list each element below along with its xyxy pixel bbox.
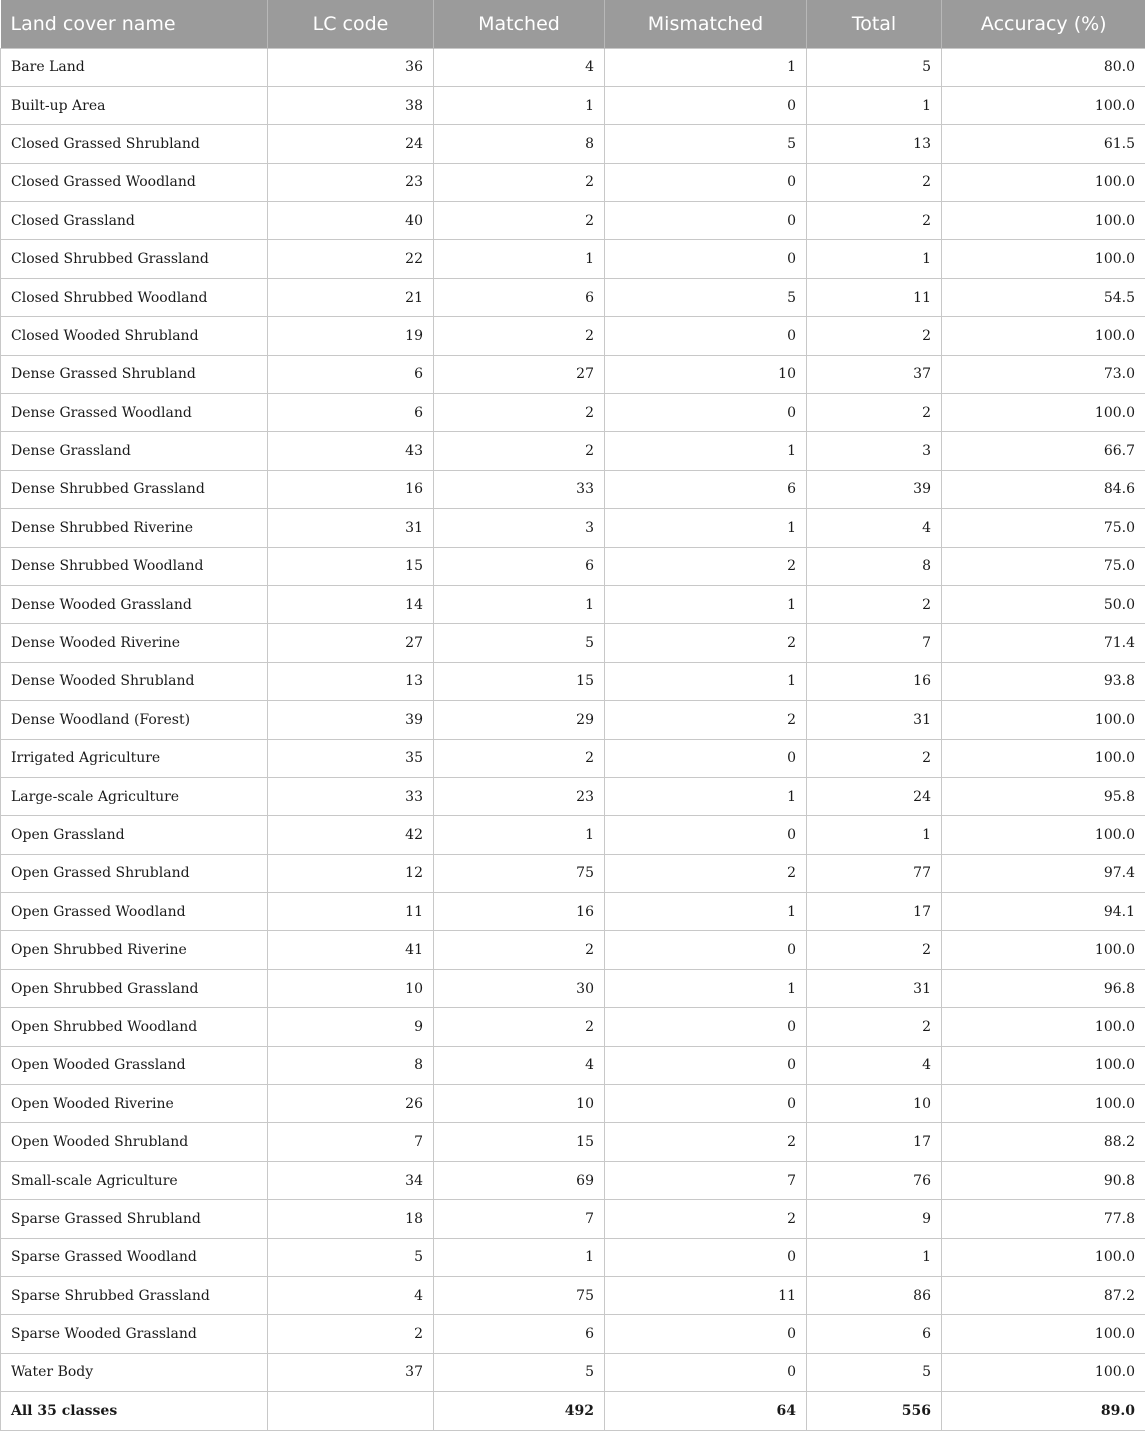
header-mismatched: Mismatched: [605, 0, 807, 48]
lc-code-cell: 27: [268, 624, 434, 662]
total-cell: 5: [807, 48, 942, 86]
land-cover-name-cell: Open Grassed Shrubland: [1, 854, 268, 892]
land-cover-name-cell: Open Wooded Grassland: [1, 1046, 268, 1084]
total-cell: 8: [807, 547, 942, 585]
lc-code-cell: 39: [268, 701, 434, 739]
accuracy-cell: 100.0: [942, 202, 1145, 240]
table-row: [1, 86, 1145, 124]
land-cover-name-cell: Sparse Grassed Woodland: [1, 1238, 268, 1276]
mismatched-cell: 0: [605, 931, 807, 969]
mismatched-cell: 2: [605, 1200, 807, 1238]
mismatched-cell: 5: [605, 278, 807, 316]
table-row: [1, 662, 1145, 700]
land-cover-name-cell: Sparse Grassed Shrubland: [1, 1200, 268, 1238]
matched-cell: 23: [434, 777, 605, 815]
matched-cell: 2: [434, 739, 605, 777]
land-cover-name-cell: Open Wooded Riverine: [1, 1085, 268, 1123]
accuracy-cell: 80.0: [942, 48, 1145, 86]
matched-cell: 7: [434, 1200, 605, 1238]
lc-code-cell: 21: [268, 278, 434, 316]
land-cover-name-cell: Dense Grassland: [1, 432, 268, 470]
matched-cell: 5: [434, 1353, 605, 1391]
table-row: [1, 547, 1145, 585]
land-cover-name-cell: Sparse Wooded Grassland: [1, 1315, 268, 1353]
total-cell: 5: [807, 1353, 942, 1391]
land-cover-name-cell: Dense Wooded Riverine: [1, 624, 268, 662]
lc-code-cell: 13: [268, 662, 434, 700]
lc-code-cell: 31: [268, 509, 434, 547]
lc-code-cell: 6: [268, 355, 434, 393]
total-cell: 2: [807, 317, 942, 355]
land-cover-name-cell: Open Wooded Shrubland: [1, 1123, 268, 1161]
accuracy-cell: 84.6: [942, 470, 1145, 508]
land-cover-name-cell: Dense Shrubbed Grassland: [1, 470, 268, 508]
mismatched-cell: 0: [605, 1315, 807, 1353]
matched-cell: 6: [434, 547, 605, 585]
table-row: [1, 1238, 1145, 1276]
mismatched-cell: 1: [605, 893, 807, 931]
mismatched-cell: 2: [605, 1123, 807, 1161]
lc-code-cell: 11: [268, 893, 434, 931]
accuracy-cell: 77.8: [942, 1200, 1145, 1238]
lc-code-cell: 18: [268, 1200, 434, 1238]
accuracy-cell: 75.0: [942, 547, 1145, 585]
total-cell: 2: [807, 739, 942, 777]
accuracy-cell: 94.1: [942, 893, 1145, 931]
total-cell: 1: [807, 816, 942, 854]
land-cover-name-cell: Bare Land: [1, 48, 268, 86]
accuracy-cell: 75.0: [942, 509, 1145, 547]
mismatched-cell: 6: [605, 470, 807, 508]
total-cell: 1: [807, 86, 942, 124]
total-cell: 17: [807, 893, 942, 931]
land-cover-name-cell: Closed Shrubbed Grassland: [1, 240, 268, 278]
table-row: [1, 48, 1145, 86]
table-row: [1, 1277, 1145, 1315]
mismatched-cell: 0: [605, 1046, 807, 1084]
table-row: [1, 470, 1145, 508]
matched-cell: 1: [434, 1238, 605, 1276]
total-cell: 24: [807, 777, 942, 815]
total-cell: 2: [807, 163, 942, 201]
lc-code-cell: 26: [268, 1085, 434, 1123]
mismatched-cell: 1: [605, 432, 807, 470]
table-row: [1, 1315, 1145, 1353]
accuracy-cell: 66.7: [942, 432, 1145, 470]
accuracy-cell: 90.8: [942, 1161, 1145, 1199]
land-cover-name-cell: Sparse Shrubbed Grassland: [1, 1277, 268, 1315]
matched-cell: 492: [434, 1392, 605, 1430]
total-cell: 4: [807, 1046, 942, 1084]
lc-code-cell: 38: [268, 86, 434, 124]
lc-code-cell: 12: [268, 854, 434, 892]
table-row: [1, 624, 1145, 662]
mismatched-cell: 7: [605, 1161, 807, 1199]
total-cell: 37: [807, 355, 942, 393]
matched-cell: 4: [434, 48, 605, 86]
land-cover-name-cell: Water Body: [1, 1353, 268, 1391]
table-row: [1, 1353, 1145, 1391]
accuracy-cell: 100.0: [942, 739, 1145, 777]
land-cover-name-cell: Dense Grassed Woodland: [1, 394, 268, 432]
table-header: [1, 0, 1145, 48]
lc-code-cell: 6: [268, 394, 434, 432]
total-cell: 2: [807, 931, 942, 969]
lc-code-cell: 19: [268, 317, 434, 355]
header-matched: Matched: [434, 0, 605, 48]
header-total: Total: [807, 0, 942, 48]
table-row: [1, 1200, 1145, 1238]
accuracy-cell: 61.5: [942, 125, 1145, 163]
land-cover-name-cell: Closed Grassed Woodland: [1, 163, 268, 201]
matched-cell: 4: [434, 1046, 605, 1084]
table-row: [1, 893, 1145, 931]
land-cover-name-cell: Dense Grassed Shrubland: [1, 355, 268, 393]
total-cell: 7: [807, 624, 942, 662]
accuracy-cell: 100.0: [942, 163, 1145, 201]
table-row: [1, 394, 1145, 432]
matched-cell: 6: [434, 1315, 605, 1353]
land-cover-name-cell: Dense Shrubbed Woodland: [1, 547, 268, 585]
matched-cell: 75: [434, 1277, 605, 1315]
matched-cell: 2: [434, 432, 605, 470]
table-row: [1, 1046, 1145, 1084]
matched-cell: 5: [434, 624, 605, 662]
mismatched-cell: 11: [605, 1277, 807, 1315]
accuracy-cell: 100.0: [942, 1046, 1145, 1084]
land-cover-name-cell: All 35 classes: [1, 1392, 268, 1430]
accuracy-cell: 96.8: [942, 969, 1145, 1007]
total-cell: 556: [807, 1392, 942, 1430]
mismatched-cell: 1: [605, 509, 807, 547]
matched-cell: 27: [434, 355, 605, 393]
matched-cell: 29: [434, 701, 605, 739]
accuracy-cell: 87.2: [942, 1277, 1145, 1315]
lc-code-cell: 10: [268, 969, 434, 1007]
accuracy-cell: 97.4: [942, 854, 1145, 892]
table-row: [1, 777, 1145, 815]
total-cell: 2: [807, 1008, 942, 1046]
lc-code-cell: 9: [268, 1008, 434, 1046]
total-cell: 2: [807, 202, 942, 240]
lc-code-cell: 15: [268, 547, 434, 585]
mismatched-cell: 0: [605, 240, 807, 278]
accuracy-cell: 50.0: [942, 585, 1145, 623]
land-cover-name-cell: Closed Wooded Shrubland: [1, 317, 268, 355]
total-cell: 13: [807, 125, 942, 163]
lc-code-cell: 16: [268, 470, 434, 508]
mismatched-cell: 0: [605, 202, 807, 240]
mismatched-cell: 1: [605, 48, 807, 86]
mismatched-cell: 1: [605, 969, 807, 1007]
total-cell: 9: [807, 1200, 942, 1238]
accuracy-cell: 100.0: [942, 1238, 1145, 1276]
lc-code-cell: 36: [268, 48, 434, 86]
matched-cell: 16: [434, 893, 605, 931]
matched-cell: 15: [434, 1123, 605, 1161]
mismatched-cell: 64: [605, 1392, 807, 1430]
total-cell: 1: [807, 1238, 942, 1276]
table-row: [1, 355, 1145, 393]
table-row: [1, 125, 1145, 163]
accuracy-cell: 95.8: [942, 777, 1145, 815]
lc-code-cell: 8: [268, 1046, 434, 1084]
total-cell: 31: [807, 701, 942, 739]
table-row: [1, 1085, 1145, 1123]
lc-code-cell: 33: [268, 777, 434, 815]
accuracy-cell: 100.0: [942, 816, 1145, 854]
accuracy-cell: 100.0: [942, 1315, 1145, 1353]
lc-code-cell: 2: [268, 1315, 434, 1353]
land-cover-name-cell: Small-scale Agriculture: [1, 1161, 268, 1199]
accuracy-cell: 100.0: [942, 86, 1145, 124]
lc-code-cell: [268, 1392, 434, 1430]
table-row: [1, 816, 1145, 854]
table-row: [1, 1123, 1145, 1161]
mismatched-cell: 0: [605, 1085, 807, 1123]
lc-code-cell: 43: [268, 432, 434, 470]
accuracy-cell: 100.0: [942, 317, 1145, 355]
lc-code-cell: 35: [268, 739, 434, 777]
land-cover-name-cell: Open Grassed Woodland: [1, 893, 268, 931]
accuracy-cell: 100.0: [942, 931, 1145, 969]
matched-cell: 3: [434, 509, 605, 547]
mismatched-cell: 0: [605, 394, 807, 432]
matched-cell: 2: [434, 1008, 605, 1046]
total-cell: 11: [807, 278, 942, 316]
table-row: [1, 240, 1145, 278]
table-total-row: [1, 1392, 1145, 1430]
matched-cell: 1: [434, 86, 605, 124]
total-cell: 2: [807, 585, 942, 623]
total-cell: 76: [807, 1161, 942, 1199]
mismatched-cell: 2: [605, 854, 807, 892]
table-body: [1, 48, 1145, 1430]
accuracy-cell: 93.8: [942, 662, 1145, 700]
table-row: [1, 1008, 1145, 1046]
matched-cell: 2: [434, 394, 605, 432]
accuracy-cell: 100.0: [942, 1085, 1145, 1123]
header-land-cover-name: Land cover name: [1, 0, 268, 48]
table-row: [1, 739, 1145, 777]
matched-cell: 2: [434, 202, 605, 240]
matched-cell: 10: [434, 1085, 605, 1123]
total-cell: 77: [807, 854, 942, 892]
land-cover-name-cell: Closed Shrubbed Woodland: [1, 278, 268, 316]
accuracy-cell: 100.0: [942, 701, 1145, 739]
total-cell: 3: [807, 432, 942, 470]
table-row: [1, 585, 1145, 623]
matched-cell: 75: [434, 854, 605, 892]
total-cell: 39: [807, 470, 942, 508]
mismatched-cell: 0: [605, 163, 807, 201]
mismatched-cell: 0: [605, 86, 807, 124]
matched-cell: 2: [434, 317, 605, 355]
land-cover-name-cell: Open Shrubbed Riverine: [1, 931, 268, 969]
matched-cell: 1: [434, 585, 605, 623]
lc-code-cell: 41: [268, 931, 434, 969]
header-lc-code: LC code: [268, 0, 434, 48]
total-cell: 17: [807, 1123, 942, 1161]
land-cover-name-cell: Dense Wooded Grassland: [1, 585, 268, 623]
table-row: [1, 969, 1145, 1007]
lc-code-cell: 34: [268, 1161, 434, 1199]
table-row: [1, 163, 1145, 201]
accuracy-cell: 54.5: [942, 278, 1145, 316]
table-row: [1, 202, 1145, 240]
lc-code-cell: 40: [268, 202, 434, 240]
mismatched-cell: 2: [605, 701, 807, 739]
accuracy-cell: 100.0: [942, 1353, 1145, 1391]
table-row: [1, 1161, 1145, 1199]
total-cell: 86: [807, 1277, 942, 1315]
mismatched-cell: 1: [605, 585, 807, 623]
total-cell: 31: [807, 969, 942, 1007]
mismatched-cell: 10: [605, 355, 807, 393]
lc-code-cell: 24: [268, 125, 434, 163]
table-row: [1, 432, 1145, 470]
mismatched-cell: 0: [605, 816, 807, 854]
mismatched-cell: 2: [605, 624, 807, 662]
accuracy-cell: 100.0: [942, 394, 1145, 432]
land-cover-name-cell: Large-scale Agriculture: [1, 777, 268, 815]
land-cover-name-cell: Irrigated Agriculture: [1, 739, 268, 777]
accuracy-cell: 88.2: [942, 1123, 1145, 1161]
accuracy-cell: 71.4: [942, 624, 1145, 662]
matched-cell: 15: [434, 662, 605, 700]
land-cover-name-cell: Closed Grassed Shrubland: [1, 125, 268, 163]
land-cover-name-cell: Dense Woodland (Forest): [1, 701, 268, 739]
matched-cell: 30: [434, 969, 605, 1007]
mismatched-cell: 0: [605, 739, 807, 777]
mismatched-cell: 1: [605, 777, 807, 815]
mismatched-cell: 0: [605, 317, 807, 355]
land-cover-name-cell: Dense Shrubbed Riverine: [1, 509, 268, 547]
mismatched-cell: 1: [605, 662, 807, 700]
total-cell: 1: [807, 240, 942, 278]
lc-code-cell: 4: [268, 1277, 434, 1315]
lc-code-cell: 7: [268, 1123, 434, 1161]
table-row: [1, 701, 1145, 739]
table-row: [1, 854, 1145, 892]
land-cover-name-cell: Dense Wooded Shrubland: [1, 662, 268, 700]
total-cell: 10: [807, 1085, 942, 1123]
total-cell: 2: [807, 394, 942, 432]
matched-cell: 1: [434, 240, 605, 278]
total-cell: 16: [807, 662, 942, 700]
header-row: [1, 0, 1145, 48]
accuracy-cell: 100.0: [942, 1008, 1145, 1046]
land-cover-name-cell: Open Shrubbed Woodland: [1, 1008, 268, 1046]
matched-cell: 1: [434, 816, 605, 854]
table-row: [1, 278, 1145, 316]
matched-cell: 8: [434, 125, 605, 163]
lc-code-cell: 37: [268, 1353, 434, 1391]
accuracy-cell: 100.0: [942, 240, 1145, 278]
mismatched-cell: 0: [605, 1008, 807, 1046]
mismatched-cell: 0: [605, 1353, 807, 1391]
matched-cell: 2: [434, 163, 605, 201]
total-cell: 4: [807, 509, 942, 547]
mismatched-cell: 0: [605, 1238, 807, 1276]
table-row: [1, 317, 1145, 355]
mismatched-cell: 5: [605, 125, 807, 163]
table-row: [1, 931, 1145, 969]
matched-cell: 69: [434, 1161, 605, 1199]
land-cover-name-cell: Built-up Area: [1, 86, 268, 124]
lc-code-cell: 5: [268, 1238, 434, 1276]
accuracy-cell: 89.0: [942, 1392, 1145, 1430]
accuracy-cell: 73.0: [942, 355, 1145, 393]
table-row: [1, 509, 1145, 547]
matched-cell: 6: [434, 278, 605, 316]
lc-code-cell: 22: [268, 240, 434, 278]
matched-cell: 33: [434, 470, 605, 508]
land-cover-name-cell: Open Grassland: [1, 816, 268, 854]
lc-code-cell: 42: [268, 816, 434, 854]
lc-code-cell: 23: [268, 163, 434, 201]
lc-code-cell: 14: [268, 585, 434, 623]
land-cover-name-cell: Open Shrubbed Grassland: [1, 969, 268, 1007]
land-cover-name-cell: Closed Grassland: [1, 202, 268, 240]
total-cell: 6: [807, 1315, 942, 1353]
header-accuracy: Accuracy (%): [942, 0, 1145, 48]
matched-cell: 2: [434, 931, 605, 969]
mismatched-cell: 2: [605, 547, 807, 585]
